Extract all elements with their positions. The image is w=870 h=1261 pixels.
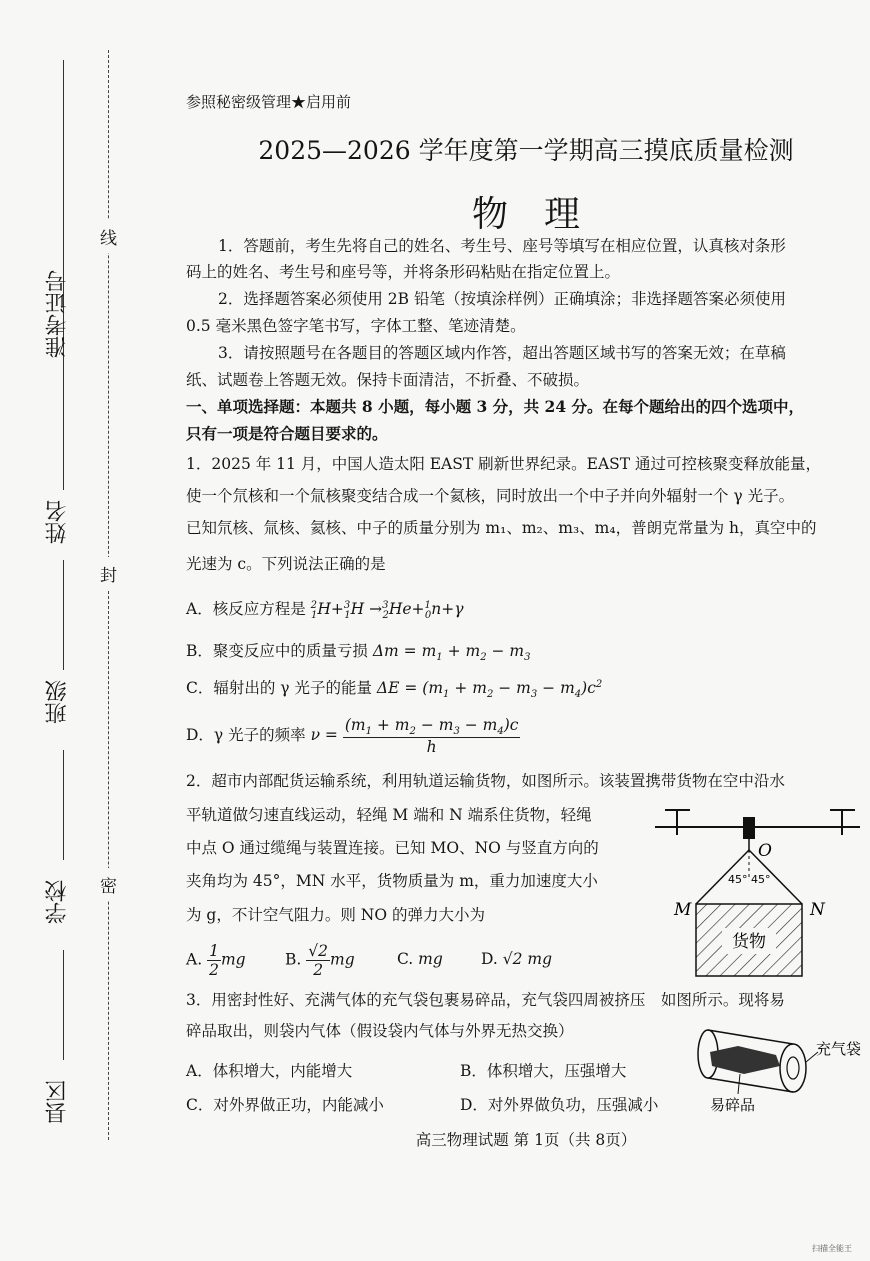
q3-air-bag-figure <box>688 1022 866 1122</box>
q2-stem-line: 为 g，不计空气阻力。则 NO 的弹力大小为 <box>186 906 485 924</box>
q2-option-d: D. √2 mg <box>481 950 553 968</box>
fragile-item-label: 易碎品 <box>710 1096 756 1114</box>
q1-stem-line: 使一个氘核和一个氚核聚变结合成一个氦核，同时放出一个中子并向外辐射一个 γ 光子。 <box>186 487 795 505</box>
q1-stem-line: 已知氘核、氚核、氦核、中子的质量分别为 m₁、m₂、m₃、m₄，普朗克常量为 h，真空中的 <box>186 519 817 537</box>
confidential-notice: 参照秘密级管理★启用前 <box>186 93 352 111</box>
q1-option-a: A．核反应方程是 $^2_1$H+$^3_1$H →$^3_2$He+$^1_0$n+γ <box>186 599 464 622</box>
school-field-label: 学校 <box>45 880 70 924</box>
binding-line-seg <box>63 750 64 860</box>
q1-option-c: C．辐射出的 γ 光子的能量 $\Delta E = (m_1 + m_2 - m_3 - m_4)c^2$ <box>186 678 603 701</box>
binding-line-seg <box>63 560 64 670</box>
point-n-label: N <box>810 900 825 920</box>
seal-dashed-line <box>108 50 109 1140</box>
instruction-line: 码上的姓名、考生号和座号等，并将条形码粘贴在指定位置上。 <box>186 263 621 281</box>
q1-option-d: D．γ 光子的频率 ν = $\frac{(m_1 + m_2 - m_3 - m_4)c}{h}$ <box>186 716 519 757</box>
q2-option-b: B. $\frac{√2}{2}$ mg <box>285 942 355 979</box>
subject-title: 物 理 <box>471 194 580 235</box>
exam-id-field-label: 准考证号 <box>45 270 70 358</box>
q3-option-a: A．体积增大，内能增大 <box>186 1062 353 1080</box>
binding-line-seg <box>63 950 64 1060</box>
class-field-label: 班级 <box>45 680 70 724</box>
track-rail <box>655 810 860 835</box>
q2-stem-line: 中点 O 通过缆绳与装置连接。已知 MO、NO 与竖直方向的 <box>186 839 599 857</box>
q3-option-c: C．对外界做正功，内能减小 <box>186 1096 384 1114</box>
angle-right-label: 45° <box>751 873 771 886</box>
q2-stem-line: 平轨道做匀速直线运动，轻绳 M 端和 N 端系住货物，轻绳 <box>186 806 592 824</box>
instruction-line: 0.5 毫米黑色签字笔书写，字体工整、笔迹清楚。 <box>186 317 526 335</box>
carrier-device <box>743 817 755 839</box>
section-heading: 一、单项选择题：本题共 8 小题，每小题 3 分，共 24 分。在每个题给出的四个选项中， <box>186 397 805 416</box>
page-footer: 高三物理试题 第 1页（共 8页） <box>415 1131 637 1149</box>
q3-option-d: D．对外界做负功，压强减小 <box>460 1096 659 1114</box>
angle-left-label: 45° <box>728 873 748 886</box>
cargo-label: 货物 <box>732 932 766 952</box>
binding-line-seg <box>63 470 64 490</box>
section-heading: 只有一项是符合题目要求的。 <box>186 424 388 443</box>
q3-stem-line: 碎品取出，则袋内气体（假设袋内气体与外界无热交换） <box>186 1022 574 1040</box>
point-m-label: M <box>674 900 692 920</box>
seal-char-xian: 线 <box>100 220 117 253</box>
fragile-item-shape <box>710 1046 780 1074</box>
q1-option-b: B．聚变反应中的质量亏损 $\Delta m = m_1 + m_2 - m_3$ <box>186 642 531 664</box>
q2-option-a: A. $\frac{1}{2}$ mg <box>186 942 246 979</box>
q2-stem-line: 夹角均为 45°，MN 水平，货物质量为 m，重力加速度大小 <box>186 872 598 890</box>
exam-title: 2025—2026 学年度第一学期高三摸底质量检测 <box>258 136 794 165</box>
instruction-line: 纸、试题卷上答题无效。保持卡面清洁，不折叠、不破损。 <box>186 371 590 389</box>
scanner-watermark: 扫描全能王 <box>812 1244 852 1253</box>
instruction-line: 3．请按照题号在各题目的答题区域内作答，超出答题区域书写的答案无效；在草稿 <box>218 344 786 362</box>
county-field-label: 县区 <box>45 1080 70 1124</box>
q2-track-cargo-figure <box>650 805 865 980</box>
seal-char-mi: 密 <box>100 868 117 901</box>
q2-option-c: C. mg <box>397 950 443 968</box>
instruction-line: 1．答题前，考生先将自己的姓名、考生号、座号等填写在相应位置，认真核对条形 <box>218 237 786 255</box>
q1-stem-line: 1．2025 年 11 月，中国人造太阳 EAST 刷新世界纪录。EAST 通过可控核聚变释放能量， <box>186 455 822 473</box>
name-field-label: 姓名 <box>45 500 70 544</box>
q1-stem-line: 光速为 c。下列说法正确的是 <box>186 555 386 573</box>
bag-label: 充气袋 <box>816 1040 862 1058</box>
instruction-line: 2．选择题答案必须使用 2B 铅笔（按填涂样例）正确填涂；非选择题答案必须使用 <box>218 290 786 308</box>
seal-char-feng: 封 <box>100 557 117 590</box>
q3-option-b: B．体积增大，压强增大 <box>460 1062 627 1080</box>
q2-stem-line: 2．超市内部配货运输系统，利用轨道运输货物，如图所示。该装置携带货物在空中沿水 <box>186 772 785 790</box>
point-o-label: O <box>758 841 772 861</box>
q3-stem-line: 3．用密封性好、充满气体的充气袋包裹易碎品，充气袋四周被挤压 如图所示。现将易 <box>186 991 785 1009</box>
